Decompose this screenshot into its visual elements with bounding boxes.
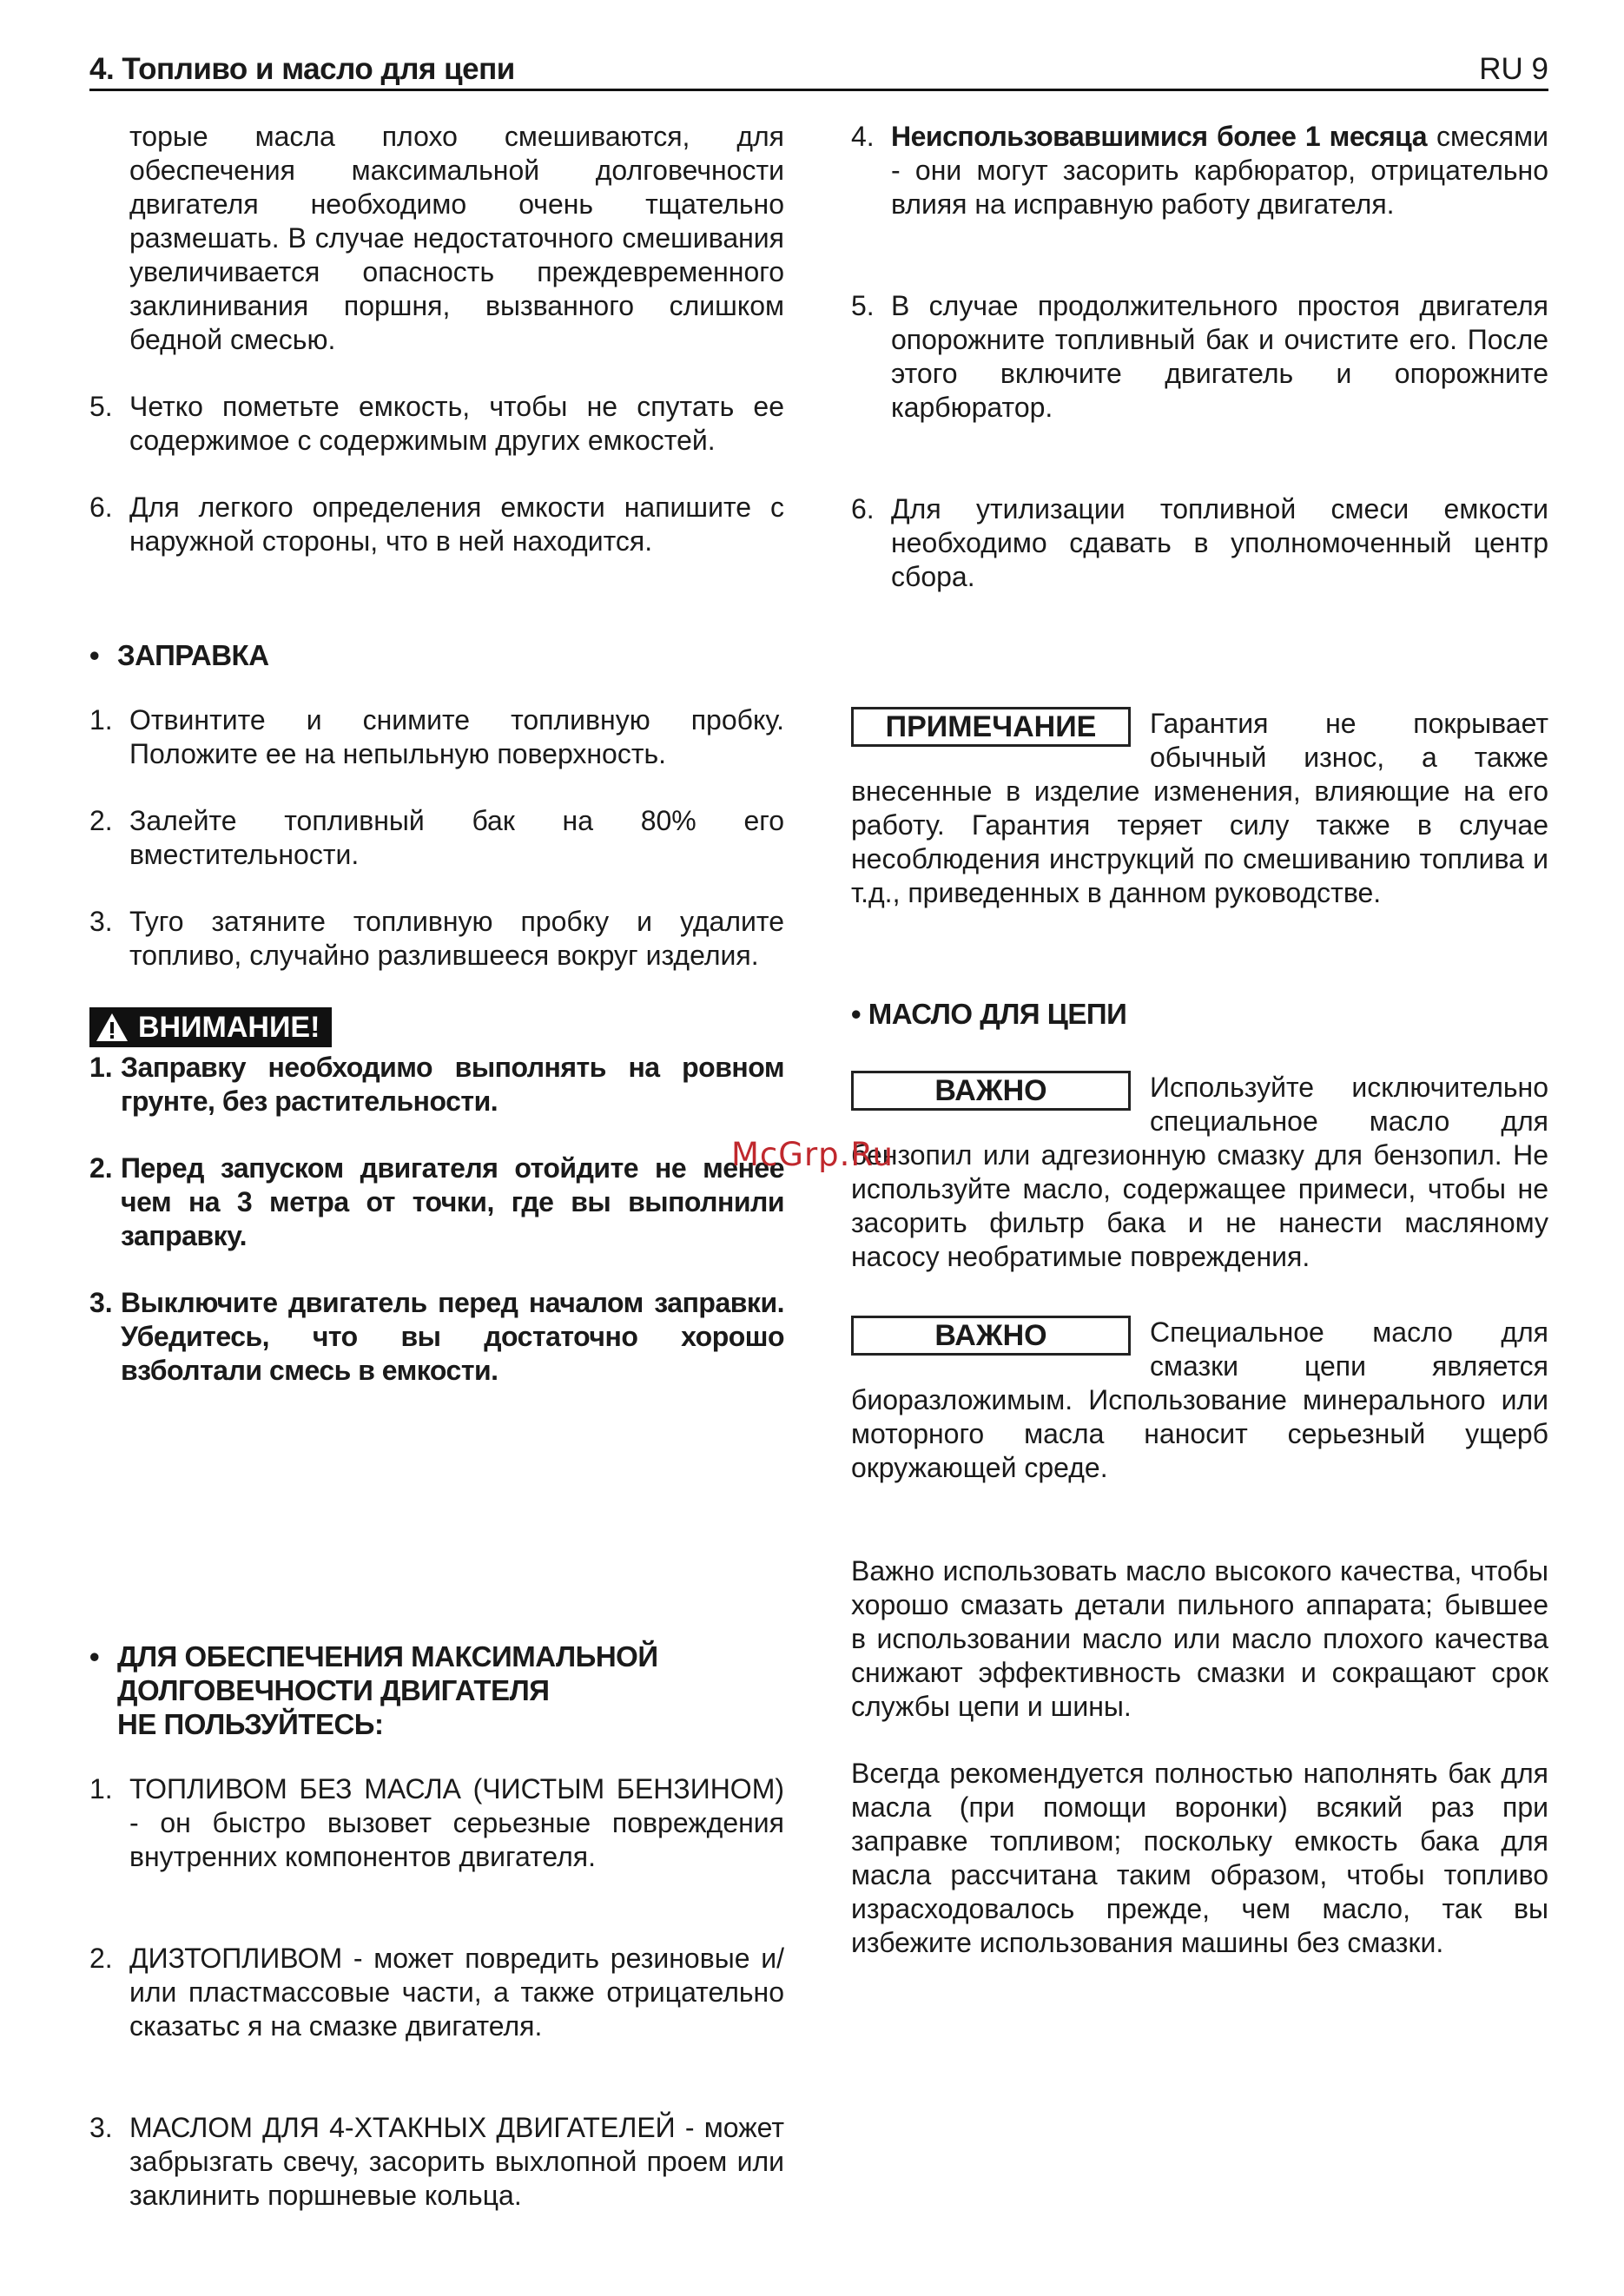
important-text: Используйте исключительно специальное масло для бензопил или адгезионную смазку для бензопил. Не используйте масло, содержащее примеси, чтобы не засорить фильтр бака и не нанести масляному насосу необратимые повреждения. [851, 1072, 1548, 1272]
list-item [89, 1051, 784, 1118]
item-number: 1. [89, 1773, 113, 1804]
item-text: Выключите двигатель перед началом заправки. Убедитесь, что вы достаточно хорошо взболтали смесь в емкости. [121, 1287, 784, 1386]
warning-triangle-icon [95, 1012, 129, 1043]
list-item [851, 289, 1548, 425]
list-item [89, 804, 784, 872]
item-number: 3. [89, 906, 113, 937]
list-item [89, 1772, 784, 1874]
refuel-heading [89, 638, 784, 672]
heading-text: МАСЛО ДЛЯ ЦЕПИ [868, 998, 1127, 1030]
item-text: ДИЗТОПЛИВОМ - может повредить резиновые и/или пластмассовые части, а также отрицательно сказатьс я на смазке двигателя. [129, 1943, 784, 2042]
item-number: 2. [89, 1943, 113, 1974]
list-item [89, 390, 784, 458]
item-text: Залейте топливный бак на 80% его вместительности. [129, 805, 784, 870]
heading-text [117, 1640, 658, 1741]
page-header [89, 49, 1548, 91]
engine-heading [89, 1640, 784, 1741]
item-number: 2. [89, 1152, 113, 1184]
warning-text: ВНИМАНИЕ! [138, 1010, 320, 1044]
item-text: Для легкого определения емкости напишите с наружной стороны, что в ней находится. [129, 492, 784, 557]
list-item [89, 2111, 784, 2213]
heading-line: ДЛЯ ОБЕСПЕЧЕНИЯ МАКСИМАЛЬНОЙ [117, 1640, 658, 1673]
bullet-icon: • [851, 998, 868, 1030]
item-number: 3. [89, 2112, 113, 2143]
important-label: ВАЖНО [851, 1071, 1131, 1111]
item-text: Туго затяните топливную пробку и удалите топливо, случайно разлившееся вокруг изделия. [129, 906, 784, 971]
list-item [851, 120, 1548, 221]
item-number: 2. [89, 805, 113, 836]
list-item [89, 491, 784, 558]
important-text: Специальное масло для смазки цепи является биоразложимым. Использование минерального или моторного масла наносит серьезный ущерб окружающей среде. [851, 1316, 1548, 1483]
oil-heading [851, 997, 1548, 1031]
item-number: 6. [89, 492, 113, 523]
list-item [89, 1151, 784, 1253]
item-text [891, 120, 1548, 221]
section-title: 4. Топливо и масло для цепи [89, 52, 515, 86]
bullet-icon: • [89, 639, 100, 671]
item-number: 1. [89, 1052, 113, 1083]
item-text: МАСЛОМ ДЛЯ 4-ХТАКНЫХ ДВИГАТЕЛЕЙ - может забрызгать свечу, засорить выхлопной проем или заклинить поршневые кольца. [129, 2112, 784, 2211]
page-number: RU 9 [1479, 52, 1548, 86]
warning-label [89, 1007, 332, 1047]
item-number: 1. [89, 704, 113, 736]
item-bold-text: Неиспользовавшимися более 1 месяца [891, 121, 1428, 152]
item-text: ТОПЛИВОМ БЕЗ МАСЛА (ЧИСТЫМ БЕНЗИНОМ) - он быстро вызовет серьезные повреждения внутренних компонентов двигателя. [129, 1773, 784, 1872]
important-block [851, 1071, 1548, 1274]
watermark: McGrp.Ru [731, 1136, 894, 1173]
item-number: 6. [851, 493, 875, 525]
list-item [89, 1286, 784, 1388]
item-text: Четко пометьте емкость, чтобы не спутать ее содержимое с содержимым других емкостей. [129, 391, 784, 456]
list-item [89, 703, 784, 771]
intro-paragraph: торые масла плохо смешиваются, для обеспечения максимальной долговечности двигателя необходимо очень тщательно размешать. В случае недостаточного смешивания увеличивается опасность преждевременного заклинивания поршня, вызванного слишком бедной смесью. [129, 121, 784, 355]
item-number: 5. [851, 290, 875, 321]
item-text: Заправку необходимо выполнять на ровном грунте, без растительности. [121, 1052, 784, 1117]
item-rest-text: смесями - они могут засорить карбюратор, отрицательно влияя на исправную работу двигателя. [891, 121, 1549, 220]
important-label: ВАЖНО [851, 1316, 1131, 1356]
right-column [851, 120, 1548, 1960]
item-text: Перед запуском двигателя отойдите не менее чем на 3 метра от точки, где вы выполнили заправку. [121, 1152, 784, 1251]
oil-quality-paragraph: Важно использовать масло высокого качества, чтобы хорошо смазать детали пильного аппарата; бывшее в использовании масло или масло плохого качества снижают эффективность смазки и сокращают срок службы цепи и шины. [851, 1555, 1548, 1722]
list-item [89, 905, 784, 973]
item-number: 5. [89, 391, 113, 422]
item-number: 3. [89, 1287, 113, 1318]
heading-line: НЕ ПОЛЬЗУЙТЕСЬ: [117, 1708, 384, 1740]
bullet-icon: • [89, 1640, 100, 1673]
item-text: В случае продолжительного простоя двигателя опорожните топливный бак и очистите его. После этого включите двигатель и опорожните карбюратор. [891, 290, 1548, 423]
warning-list [89, 1051, 784, 1388]
list-item [89, 1942, 784, 2043]
item-text: Отвинтите и снимите топливную пробку. Положите ее на непыльную поверхность. [129, 704, 784, 769]
list-item [851, 492, 1548, 594]
note-block [851, 707, 1548, 910]
note-label: ПРИМЕЧАНИЕ [851, 707, 1131, 747]
note-text: Гарантия не покрывает обычный износ, а также внесенные в изделие изменения, влияющие на его работу. Гарантия теряет силу также в случае несоблюдения инструкций по смешиванию топлива и т.д., приведенных в данном руководстве. [851, 708, 1548, 908]
heading-line: ДОЛГОВЕЧНОСТИ ДВИГАТЕЛЯ [117, 1674, 550, 1706]
important-block [851, 1316, 1548, 1485]
item-number: 4. [851, 121, 875, 152]
oil-tank-paragraph: Всегда рекомендуется полностью наполнять бак для масла (при помощи воронки) всякий раз при заправке топливом; поскольку емкость бака для масла рассчитана таким образом, чтобы топливо израсходовалось прежде, чем масло, так вы избежите использования машины без смазки. [851, 1758, 1548, 1958]
left-column [89, 120, 784, 2213]
item-text: Для утилизации топливной смеси емкости необходимо сдавать в уполномоченный центр сбора. [891, 493, 1548, 592]
heading-text: ЗАПРАВКА [117, 639, 269, 671]
